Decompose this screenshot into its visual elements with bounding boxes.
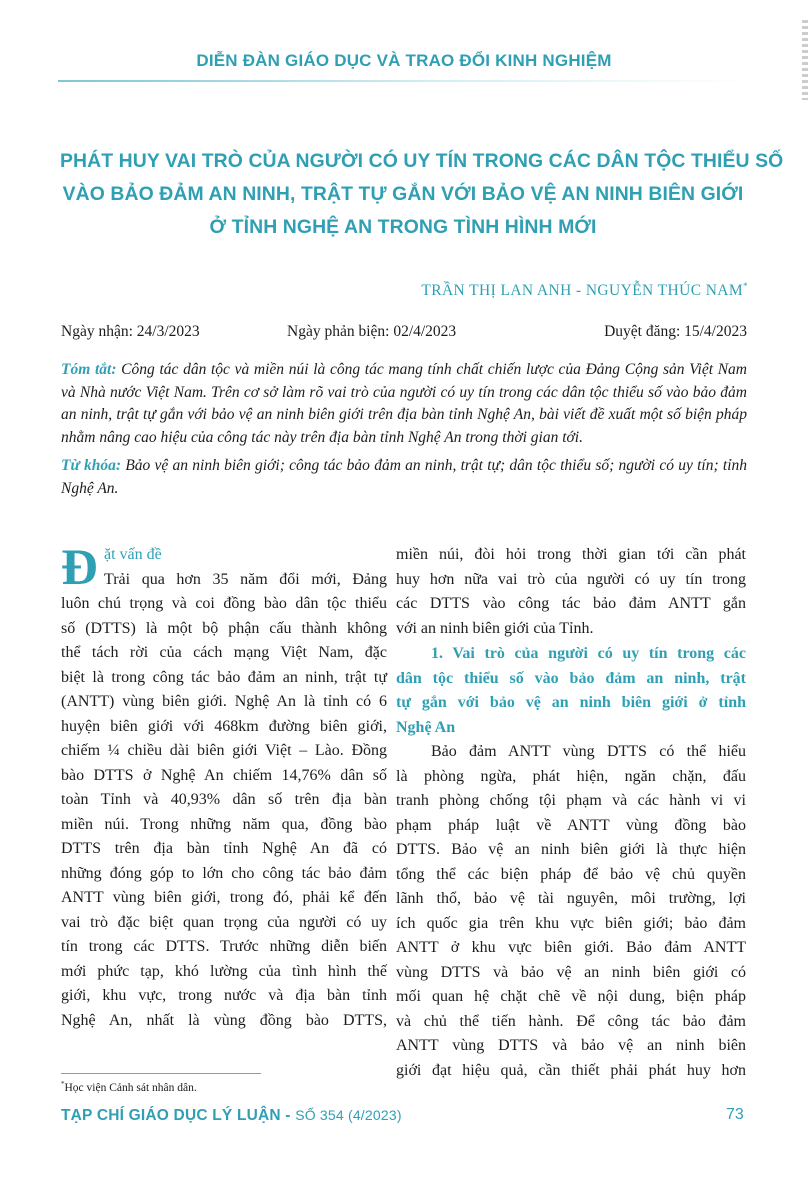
body-line: những đóng góp to lớn cho công tác bảo đảm: [61, 864, 387, 882]
journal-name: TẠP CHÍ GIÁO DỤC LÝ LUẬN -: [61, 1107, 291, 1124]
body-line: các DTTS vào công tác bảo đảm ANTT gắn: [396, 595, 746, 612]
body-line: tín trong các DTTS. Trước những diễn biến: [61, 938, 387, 955]
body-line: ích quốc gia trên khu vực biên giới; bảo đảm: [396, 914, 746, 932]
body-line: ANTT vùng DTTS và bảo vệ an ninh biên: [396, 1037, 746, 1054]
page-number: 73: [726, 1106, 744, 1123]
author-footnote-mark: *: [743, 281, 748, 291]
title-line: PHÁT HUY VAI TRÒ CỦA NGƯỜI CÓ UY TÍN TRONG CÁC DÂN TỘC THIỂU SỐ: [60, 150, 784, 172]
journal-issue: SỐ 354 (4/2023): [295, 1107, 402, 1123]
intro-heading-block: [61, 540, 387, 1033]
body-line: ANTT vùng biên giới, trong đó, phải kể đến: [61, 889, 387, 906]
body-line: luôn chú trọng và coi đồng bào dân tộc thiểu: [61, 595, 387, 612]
abstract-label: Tóm tắt:: [61, 361, 117, 378]
body-line: và chủ thể tiến hành. Để công tác bảo đảm: [396, 1012, 746, 1030]
section-heading-line: 1. Vai trò của người có uy tín trong các: [431, 645, 746, 662]
body-line: giới đạt hiệu quả, cần thiết phải phát huy hơn: [396, 1061, 746, 1079]
section-heading-line: tự gắn với bảo vệ an ninh biên giới ở tỉnh: [396, 694, 746, 711]
authors: [421, 281, 748, 300]
section-heading-line: dân tộc thiểu số vào bảo đảm an ninh, trật: [396, 669, 746, 687]
dropcap: Đ: [61, 540, 98, 596]
section-header: DIỄN ĐÀN GIÁO DỤC VÀ TRAO ĐỔI KINH NGHIỆM: [196, 51, 612, 70]
body-line: số (DTTS) là một bộ phận cấu thành không: [61, 619, 387, 637]
footnote: [61, 1080, 197, 1094]
body-line: ANTT ở khu vực biên giới. Bảo đảm ANTT: [396, 939, 746, 956]
body-line: thể tách rời của cách mạng Việt Nam, đặc: [61, 644, 387, 661]
body-line: DTTS trên địa bàn tỉnh Nghệ An đã có: [61, 840, 387, 857]
keywords-label: Từ khóa:: [61, 457, 122, 474]
body-line: huyện biên giới với 468km đường biên giới,: [61, 717, 387, 735]
body-line: miền núi, đòi hỏi trong thời gian tới cần phát: [396, 546, 746, 563]
left-column: [61, 540, 387, 1033]
body-line: miền núi. Trong những năm qua, đồng bào: [61, 815, 387, 833]
abstract-block: [61, 359, 747, 500]
title-line: Ở TỈNH NGHỆ AN TRONG TÌNH HÌNH MỚI: [209, 216, 597, 238]
body-line: vùng DTTS và bảo vệ an ninh biên giới có: [396, 963, 746, 981]
body-line: biệt là trong công tác bảo đảm an ninh, trật tự: [61, 668, 387, 686]
body-line: chiếm ¼ chiều dài biên giới Việt – Lào. Đồng: [61, 742, 387, 759]
right-top-body: [396, 543, 746, 641]
keywords-text: Bảo vệ an ninh biên giới; công tác bảo đảm an ninh, trật tự; dân tộc thiểu số; người có uy tín; tỉnh Nghệ An.: [61, 457, 748, 497]
journal-footer: [61, 1107, 402, 1125]
left-body: [61, 568, 387, 1034]
body-line: lãnh thổ, bảo vệ tài nguyên, môi trường, lợi: [396, 890, 746, 907]
author-names: TRẦN THỊ LAN ANH - NGUYỄN THÚC NAM: [421, 282, 744, 300]
body-line: toàn Tỉnh và 40,93% dân số trên địa bàn: [61, 791, 387, 808]
body-line: là phòng ngừa, phát hiện, ngăn chặn, đấu: [396, 767, 746, 785]
body-line: giới, khu vực, trong nước và địa bàn tỉnh: [61, 987, 387, 1004]
right-body: [396, 740, 746, 1083]
date-accepted: Duyệt đăng: 15/4/2023: [604, 323, 747, 340]
article-title: [60, 145, 784, 244]
body-line: với an ninh biên giới của Tỉnh.: [396, 619, 594, 637]
abstract: [61, 359, 747, 449]
abstract-text: Công tác dân tộc và miền núi là công tác mang tính chất chiến lược của Đảng Cộng sản Việt Nam và Nhà nước Việt Nam. Trên cơ sở làm rõ vai trò của người có uy tín trong các dân tộc thiểu số vào bảo đảm an ninh, trật tự gắn với bảo vệ an ninh biên giới trên địa bàn tỉnh Nghệ An, bài viết đề xuất một số biện pháp nhằm nâng cao hiệu của công tác này trên địa bàn tỉnh Nghệ An trong thời gian tới.: [61, 361, 747, 446]
body-line: tổng thể các biện pháp để bảo vệ chủ quyền: [396, 865, 746, 883]
date-reviewed: Ngày phản biện: 02/4/2023: [287, 323, 457, 340]
body-line: Nghệ An, nhất là vùng đồng bào DTTS,: [61, 1011, 387, 1029]
body-line: Bảo đảm ANTT vùng DTTS có thể hiểu: [431, 743, 746, 760]
body-line: (ANTT) vùng biên giới. Nghệ An là tỉnh có 6: [61, 693, 387, 710]
body-line: phạm pháp luật về ANTT vùng đồng bào: [396, 816, 746, 834]
body-line: tranh phòng chống tội phạm và các hành vi vi: [396, 792, 746, 809]
body-line: huy hơn nữa vai trò của người có uy tín trong: [396, 570, 746, 588]
body-line: Trải qua hơn 35 năm đổi mới, Đảng: [104, 570, 387, 588]
right-column: [396, 543, 746, 1083]
footnote-mark: *: [61, 1080, 65, 1088]
body-line: vai trò đặc biệt quan trọng của người có uy: [61, 913, 387, 931]
section-1-heading: [396, 642, 746, 740]
footnote-text: Học viện Cảnh sát nhân dân.: [64, 1081, 197, 1094]
body-line: bào DTTS ở Nghệ An chiếm 14,76% dân số: [61, 766, 387, 784]
date-received: Ngày nhận: 24/3/2023: [61, 323, 200, 340]
intro-heading: ặt vấn đề: [104, 546, 162, 563]
title-line: VÀO BẢO ĐẢM AN NINH, TRẬT TỰ GẮN VỚI BẢO VỆ AN NINH BIÊN GIỚI: [62, 183, 744, 205]
keywords: [61, 455, 747, 500]
section-heading-line: Nghệ An: [396, 718, 456, 736]
header-rule: [58, 80, 754, 82]
article-dates: [61, 323, 747, 345]
body-line: mới phức tạp, khó lường của tình hình thế: [61, 962, 387, 980]
body-line: DTTS. Bảo vệ an ninh biên giới là thực hiện: [396, 841, 746, 858]
body-line: mối quan hệ chặt chẽ về nội dung, biện pháp: [396, 988, 746, 1005]
footnote-rule: [61, 1073, 261, 1074]
